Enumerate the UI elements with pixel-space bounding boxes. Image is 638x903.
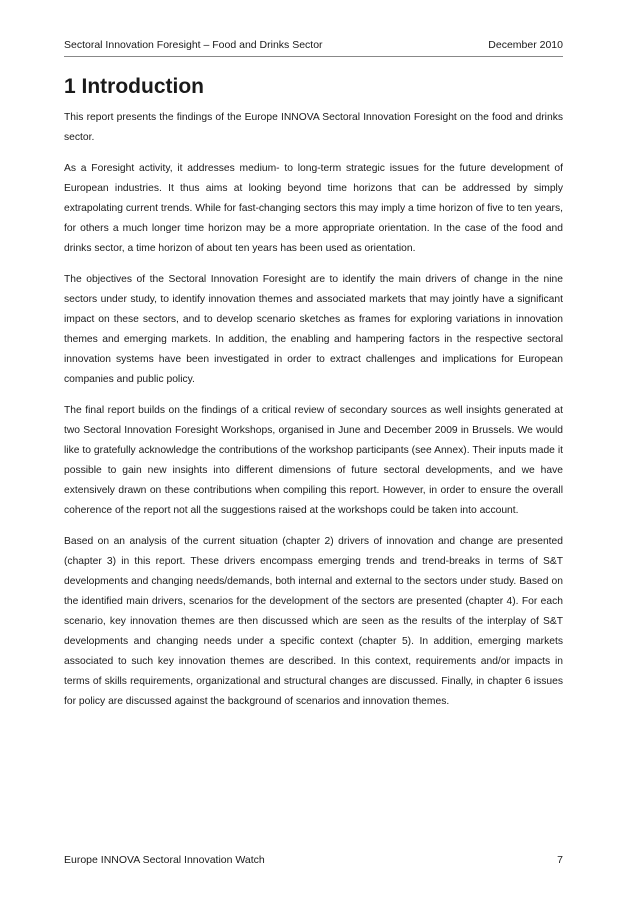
page-header xyxy=(64,38,563,52)
page-number: 7 xyxy=(557,854,563,866)
paragraph-2: As a Foresight activity, it addresses medium- to long-term strategic issues for the future development of European industries. It thus aims at looking beyond time horizons that can be addressed by simply extrapolating current trends. While for fast-changing sectors this may imply a time horizon of five to ten years, for others a much longer time horizon may be a more appropriate orientation. In the case of the food and drinks sector, a time horizon of about ten years has been used as orientation. xyxy=(64,163,563,254)
paragraph-5: Based on an analysis of the current situation (chapter 2) drivers of innovation and change are presented (chapter 3) in this report. These drivers encompass emerging trends and trend-breaks in terms of S&T developments and changing needs/demands, both internal and external to the sectors under study. Based on the identified main drivers, scenarios for the development of the sectors are presented (chapter 4). For each scenario, key innovation themes are then discussed which are seen as the results of the interplay of S&T developments and changing needs under a specific context (chapter 5). In addition, emerging markets associated to such key innovation themes are described. In this context, requirements and/or impacts in terms of skills requirements, organizational and structural changes are discussed. Finally, in chapter 6 issues for policy are discussed against the background of scenarios and innovation themes. xyxy=(64,536,563,707)
header-date: December 2010 xyxy=(488,39,563,51)
header-divider xyxy=(64,56,563,57)
paragraph-1: This report presents the findings of the Europe INNOVA Sectoral Innovation Foresight on the food and drinks sector. xyxy=(64,112,563,143)
main-content xyxy=(64,70,563,723)
footer-publisher: Europe INNOVA Sectoral Innovation Watch xyxy=(64,854,265,866)
paragraph-4: The final report builds on the findings of a critical review of secondary sources as well insights generated at two Sectoral Innovation Foresight Workshops, organised in June and December 2009 in Brussels. We would like to gratefully acknowledge the contributions of the workshop participants (see Annex). Their inputs made it possible to gain new insights into different dimensions of future sectoral developments, and we have extensively drawn on these contributions when compiling this report. However, in order to ensure the overall coherence of the report not all the suggestions raised at the workshops could be taken into account. xyxy=(64,405,563,516)
section-heading: 1 Introduction xyxy=(64,75,204,98)
paragraph-3: The objectives of the Sectoral Innovation Foresight are to identify the main drivers of change in the nine sectors under study, to identify innovation themes and associated markets that may jointly have a significant impact on these sectors, and to develop scenario sketches as frames for exploring variations in innovation themes and emerging markets. In addition, the enabling and hampering factors in the respective sectoral innovation systems have been investigated in order to extract challenges and implications for European companies and public policy. xyxy=(64,274,563,385)
page-footer xyxy=(64,853,563,867)
header-title: Sectoral Innovation Foresight – Food and Drinks Sector xyxy=(64,39,323,51)
